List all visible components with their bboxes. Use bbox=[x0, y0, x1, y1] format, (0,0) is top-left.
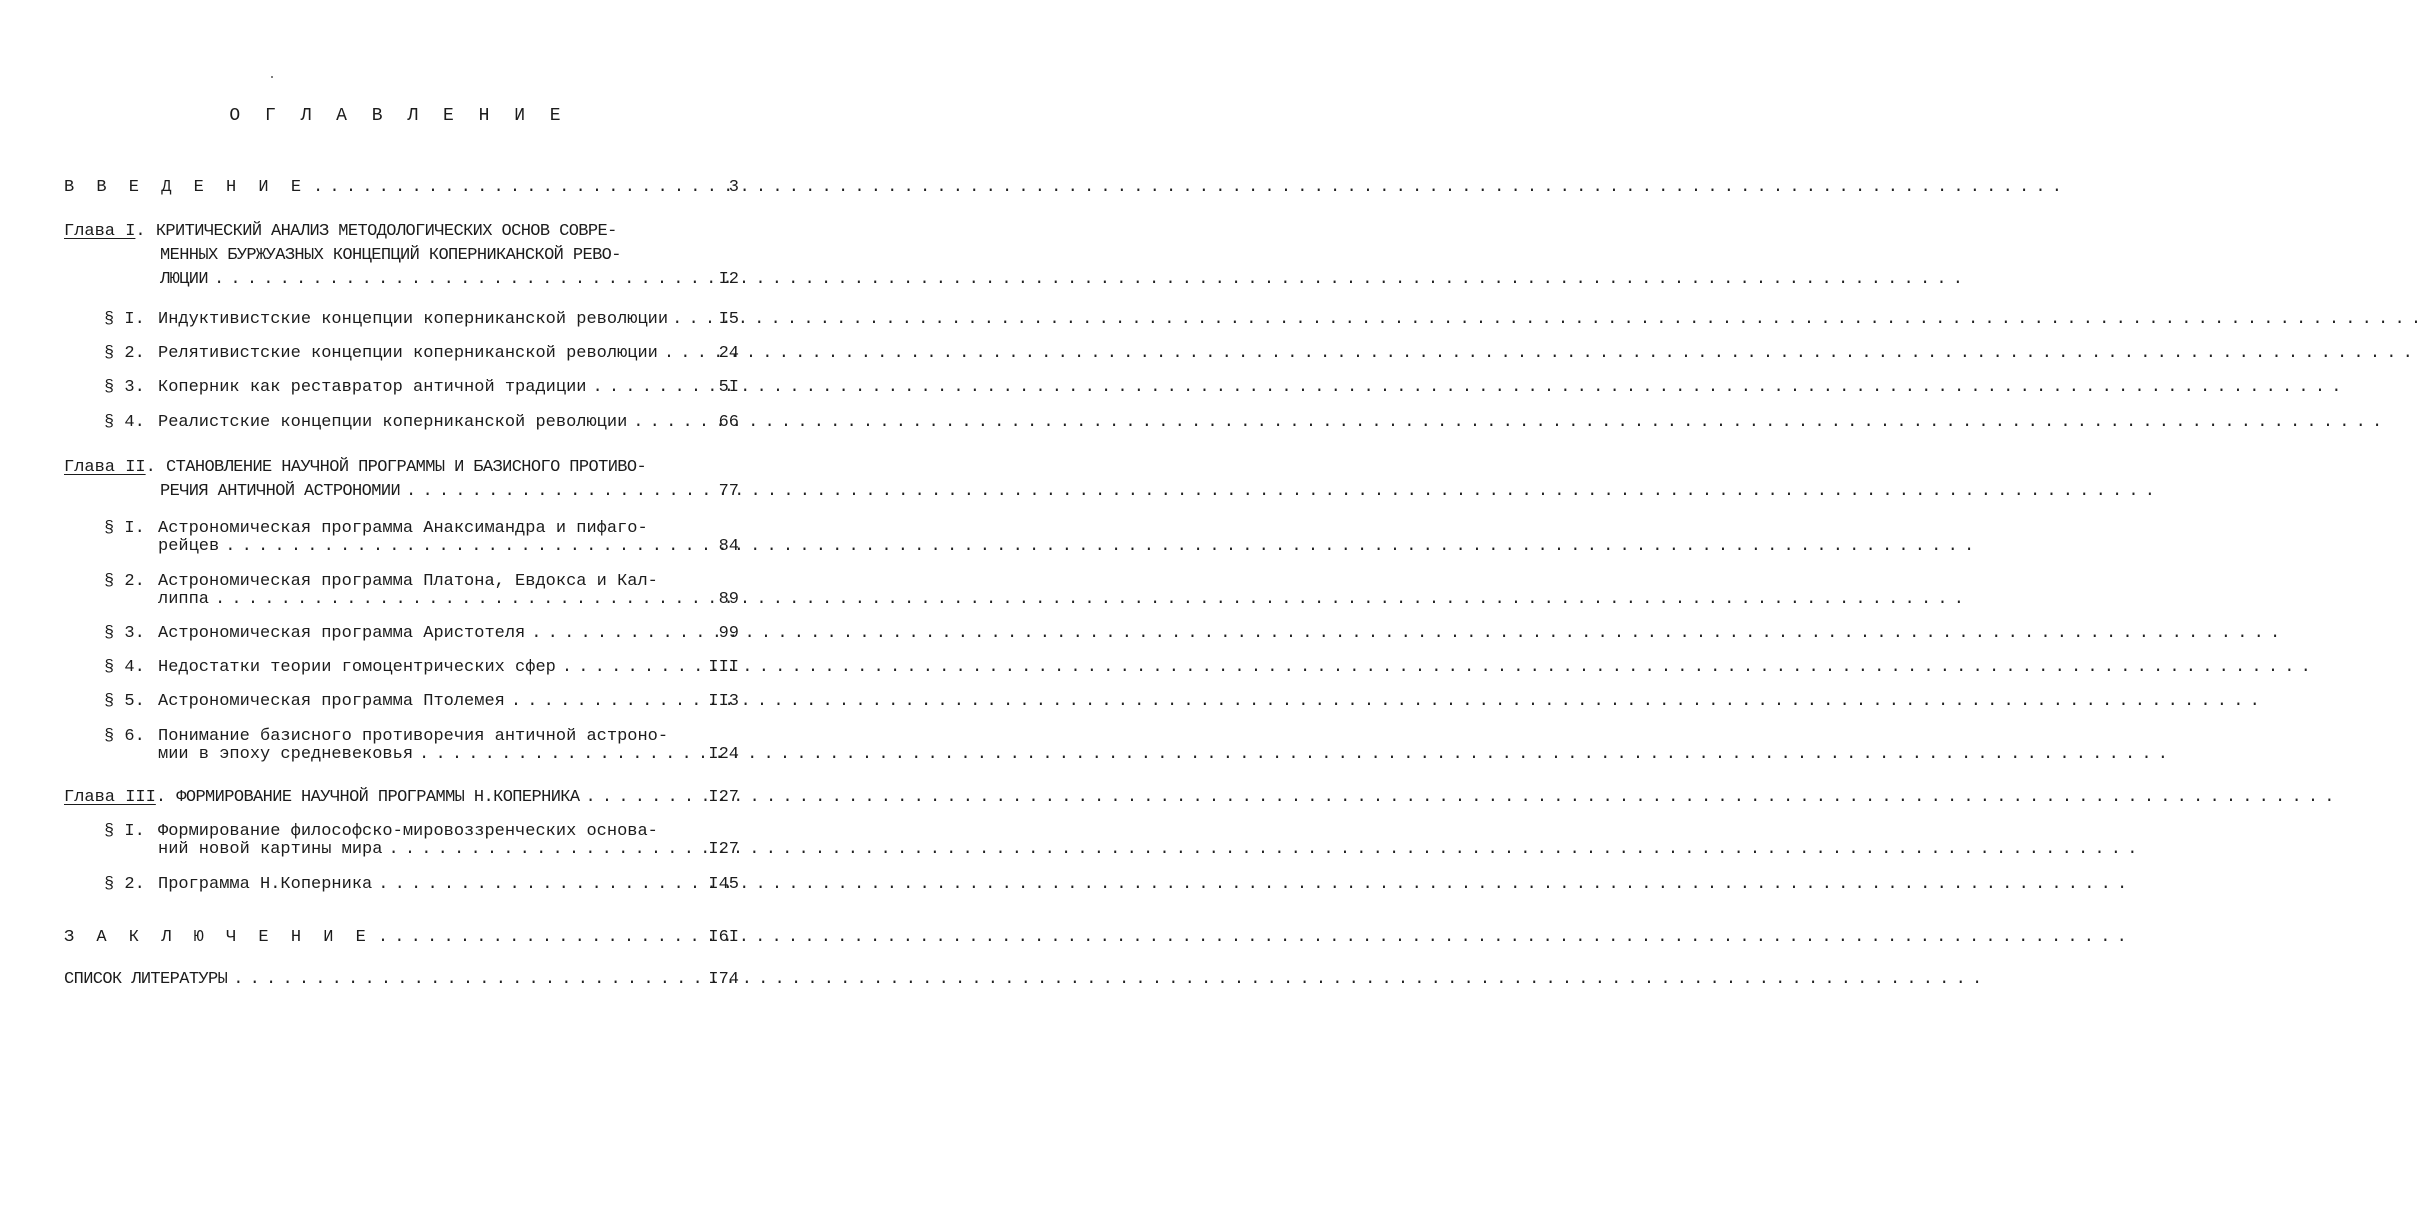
toc-entry-bibliography[interactable] bbox=[64, 968, 739, 992]
dot-leader bbox=[562, 656, 691, 680]
intro-label: В В Е Д Е Н И Е bbox=[64, 178, 308, 197]
toc-entry-section[interactable] bbox=[104, 728, 739, 764]
dot-leader bbox=[664, 342, 691, 366]
chapter-label: Глава II bbox=[64, 458, 146, 477]
dot-leader bbox=[313, 176, 691, 200]
chapter-title-line: МЕННЫХ БУРЖУАЗНЫХ КОНЦЕПЦИЙ КОПЕРНИКАНСКОЙ РЕВО- bbox=[160, 246, 621, 265]
dot-leader bbox=[214, 268, 691, 292]
section-title-line: рейцев bbox=[158, 537, 220, 556]
dot-leader bbox=[215, 591, 691, 609]
toc-page bbox=[0, 0, 797, 1224]
toc-entry-chapter-1[interactable]: Глава I. КРИТИЧЕСКИЙ АНАЛИЗ МЕТОДОЛОГИЧЕСКИХ ОСНОВ СОВРЕ- МЕННЫХ БУРЖУАЗНЫХ КОНЦЕПЦИЙ КОПЕРНИКАНСКОЙ РЕВО- ЛЮЦИИ . . . I2 bbox=[64, 220, 739, 292]
section-title: Реалистские концепции коперниканской революции bbox=[158, 413, 628, 432]
page-number: 3 bbox=[728, 178, 739, 197]
dot-leader bbox=[388, 841, 691, 859]
section-title-line: Формирование философско-мировоззренческих основа- bbox=[158, 822, 658, 841]
page-number: III bbox=[708, 658, 739, 677]
toc-entry-chapter-2[interactable]: Глава II. СТАНОВЛЕНИЕ НАУЧНОЙ ПРОГРАММЫ И БАЗИСНОГО ПРОТИВО- РЕЧИЯ АНТИЧНОЙ АСТРОНОМИИ . . . 77 bbox=[64, 456, 739, 504]
toc-entry-section[interactable] bbox=[104, 342, 739, 366]
section-title: Релятивистские концепции коперниканской революции bbox=[158, 344, 658, 363]
section-mark: § I. bbox=[104, 310, 145, 329]
page-number: 24 bbox=[718, 344, 739, 363]
section-title: Недостатки теории гомоцентрических сфер bbox=[158, 658, 556, 677]
page-number: 66 bbox=[718, 413, 739, 432]
section-title: Программа Н.Коперника bbox=[158, 875, 373, 894]
page-number: 77 bbox=[718, 482, 739, 501]
page-number: I5 bbox=[718, 310, 739, 329]
chapter-title-line: КРИТИЧЕСКИЙ АНАЛИЗ МЕТОДОЛОГИЧЕСКИХ ОСНОВ СОВРЕ- bbox=[155, 222, 617, 241]
chapter-label: Глава I bbox=[64, 222, 136, 241]
toc-title: О Г Л А В Л Е Н И Е bbox=[229, 106, 568, 126]
section-mark: § 2. bbox=[104, 875, 145, 894]
section-title: Астрономическая программа Аристотеля bbox=[158, 624, 526, 643]
page-number: I24 bbox=[708, 745, 739, 764]
dot-leader bbox=[233, 968, 691, 992]
section-title: Коперник как реставратор античной традиции bbox=[158, 378, 587, 397]
section-mark: § 4. bbox=[104, 413, 145, 432]
dot-leader bbox=[592, 376, 691, 400]
dot-leader bbox=[511, 690, 691, 714]
page-number: 84 bbox=[718, 537, 739, 556]
page-number: 5I bbox=[718, 378, 739, 397]
section-mark: § I. bbox=[104, 822, 145, 841]
section-title-line: ний новой картины мира bbox=[158, 840, 383, 859]
section-mark: § 4. bbox=[104, 658, 145, 677]
section-title-line: Понимание базисного противоречия античной астроно- bbox=[158, 727, 669, 746]
bibliography-label: СПИСОК ЛИТЕРАТУРЫ bbox=[64, 970, 228, 989]
section-title-line: мии в эпоху средневековья bbox=[158, 745, 414, 764]
page-number: I74 bbox=[708, 970, 739, 989]
toc-entry-section[interactable] bbox=[104, 308, 739, 332]
section-title-line: Астрономическая программа Анаксимандра и пифаго- bbox=[158, 519, 648, 538]
section-mark: § 2. bbox=[104, 344, 145, 363]
toc-entry-section[interactable] bbox=[104, 690, 739, 714]
section-mark: § 3. bbox=[104, 378, 145, 397]
section-title-line: Астрономическая программа Платона, Евдокса и Кал- bbox=[158, 572, 658, 591]
toc-entry-section[interactable] bbox=[104, 622, 739, 646]
dot-leader bbox=[225, 538, 691, 556]
page-number: I27 bbox=[708, 788, 739, 807]
chapter-label: Глава III bbox=[64, 788, 156, 807]
chapter-title-line: ЛЮЦИИ bbox=[160, 270, 209, 289]
toc-entry-section[interactable] bbox=[104, 411, 739, 435]
chapter-title-line: СТАНОВЛЕНИЕ НАУЧНОЙ ПРОГРАММЫ И БАЗИСНОГО ПРОТИВО- bbox=[166, 458, 647, 477]
section-mark: § I. bbox=[104, 519, 145, 538]
page-number: I27 bbox=[708, 840, 739, 859]
paper-speck bbox=[271, 76, 273, 78]
conclusion-label: З А К Л Ю Ч Е Н И Е bbox=[64, 928, 372, 947]
toc-entry-section[interactable] bbox=[104, 376, 739, 400]
toc-entry-section[interactable] bbox=[104, 656, 739, 680]
section-title: Астрономическая программа Птолемея bbox=[158, 692, 505, 711]
section-mark: § 3. bbox=[104, 624, 145, 643]
page-number: II3 bbox=[708, 692, 739, 711]
toc-entry-chapter-3[interactable]: Глава III. ФОРМИРОВАНИЕ НАУЧНОЙ ПРОГРАММЫ Н.КОПЕРНИКА . . . I27 bbox=[64, 786, 739, 810]
section-title: Индуктивистские концепции коперниканской революции bbox=[158, 310, 669, 329]
dot-leader bbox=[586, 786, 691, 810]
page-number: I6I bbox=[708, 928, 739, 947]
dot-leader bbox=[378, 926, 691, 950]
page-number: I2 bbox=[718, 270, 739, 289]
section-mark: § 6. bbox=[104, 727, 145, 746]
dot-leader bbox=[531, 622, 691, 646]
toc-entry-section[interactable] bbox=[104, 520, 739, 556]
dot-leader bbox=[633, 411, 691, 435]
page-number: I45 bbox=[708, 875, 739, 894]
dot-leader bbox=[672, 308, 693, 332]
section-mark: § 5. bbox=[104, 692, 145, 711]
chapter-title-line: РЕЧИЯ АНТИЧНОЙ АСТРОНОМИИ bbox=[160, 482, 401, 501]
page-number: 99 bbox=[718, 624, 739, 643]
toc-entry-section[interactable] bbox=[104, 573, 739, 609]
page-number: 89 bbox=[718, 590, 739, 609]
toc-entry-conclusion[interactable] bbox=[64, 926, 739, 950]
toc-entry-section[interactable] bbox=[104, 873, 739, 897]
dot-leader bbox=[419, 746, 691, 764]
dot-leader bbox=[378, 873, 691, 897]
toc-entry-section[interactable] bbox=[104, 823, 739, 859]
section-title-line: липпа bbox=[158, 590, 210, 609]
chapter-title-line: ФОРМИРОВАНИЕ НАУЧНОЙ ПРОГРАММЫ Н.КОПЕРНИКА bbox=[176, 788, 580, 807]
toc-entry-intro[interactable] bbox=[64, 176, 739, 200]
section-mark: § 2. bbox=[104, 572, 145, 591]
dot-leader bbox=[406, 480, 691, 504]
